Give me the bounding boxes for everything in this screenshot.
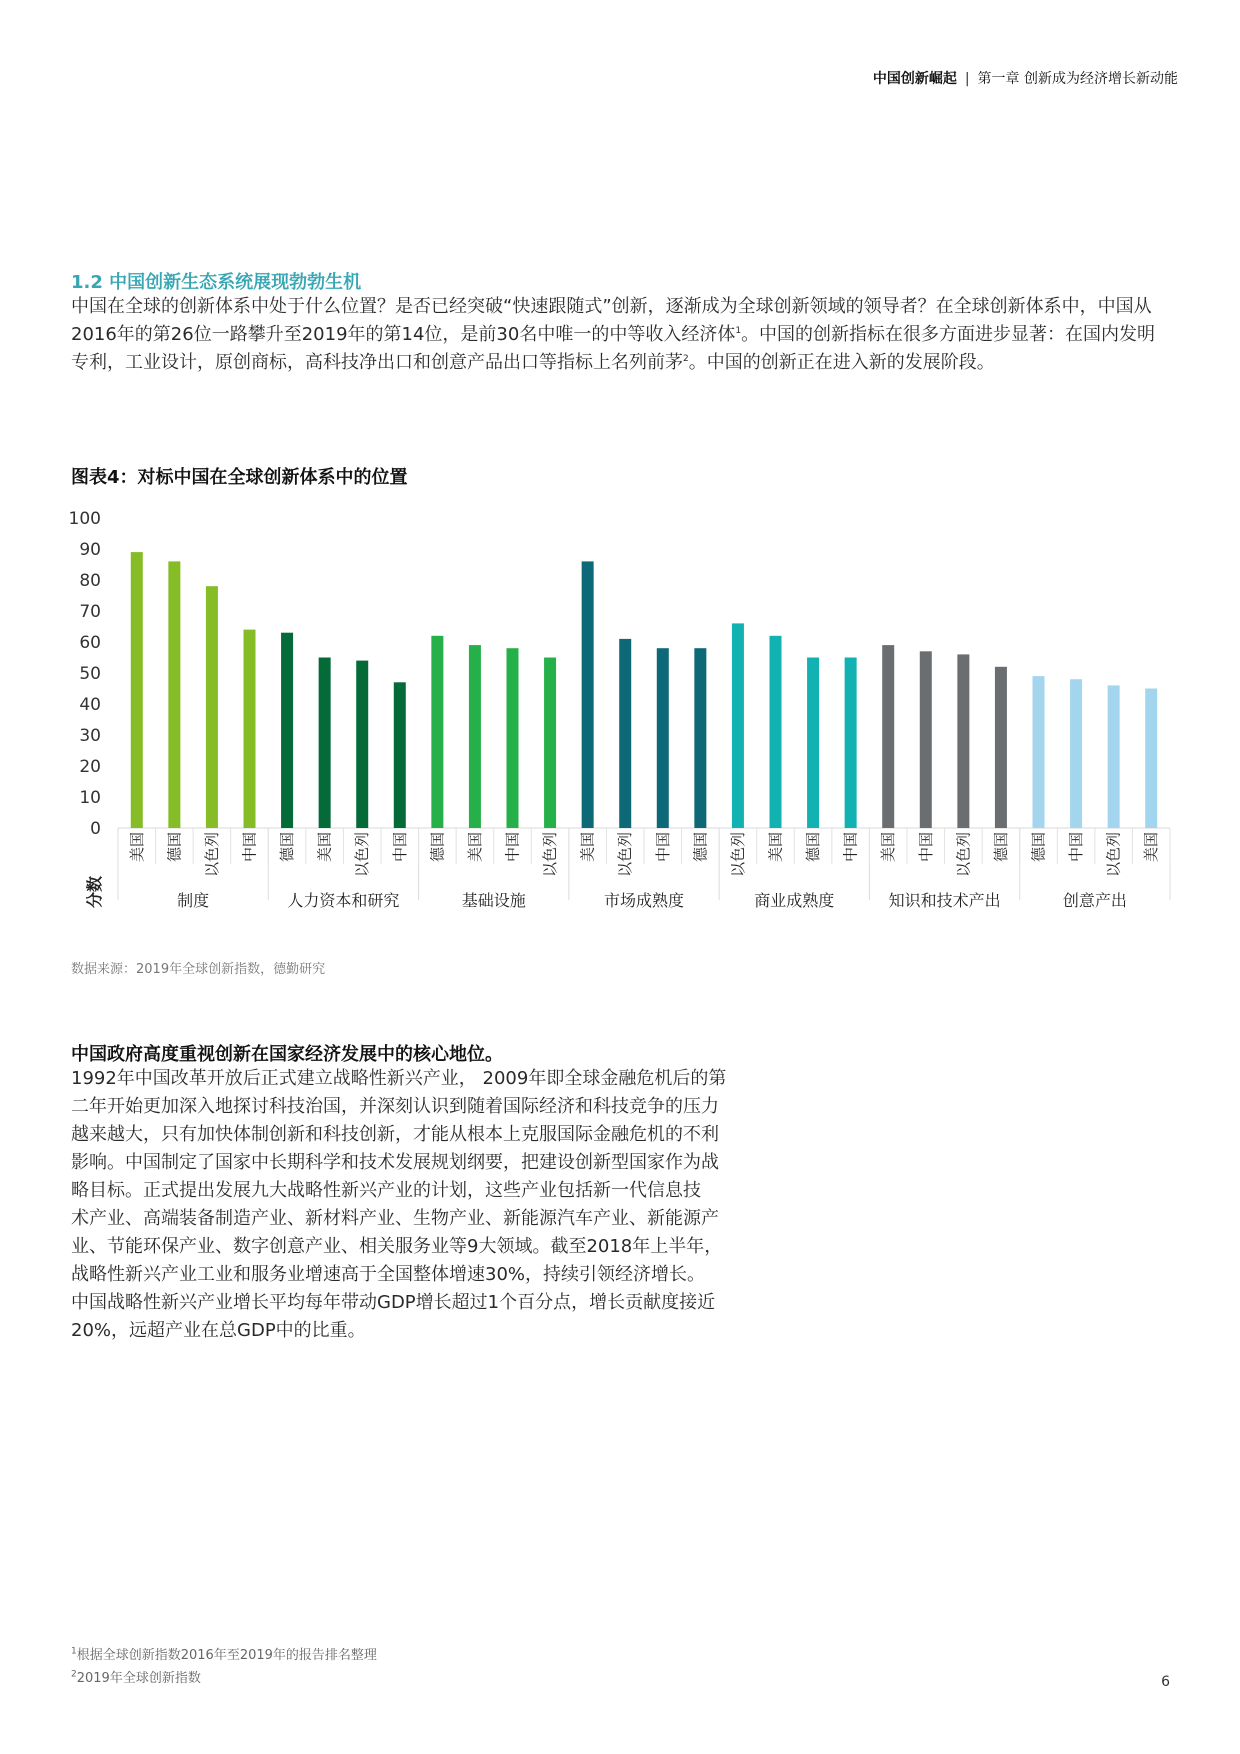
bar-美国	[882, 645, 894, 828]
bar-美国	[319, 658, 331, 829]
footnote-mark: 2	[71, 1669, 77, 1680]
chapter-title: 第一章 创新成为经济增长新动能	[977, 71, 1178, 87]
y-tick-label: 70	[79, 602, 101, 622]
category-label: 以色列	[728, 832, 747, 878]
group-label: 基础设施	[461, 891, 526, 910]
paragraph-line: 战略性新兴产业工业和服务业增速高于全国整体增速30%，持续引领经济增长。	[71, 1264, 706, 1285]
bar-以色列	[206, 586, 218, 828]
paragraph-line: 术产业、高端装备制造产业、新材料产业、生物产业、新能源汽车产业、新能源产	[71, 1208, 719, 1229]
category-label: 中国	[916, 832, 935, 863]
category-label: 中国	[1067, 832, 1086, 863]
bar-德国	[1033, 676, 1045, 828]
paragraph-line: 略目标。正式提出发展九大战略性新兴产业的计划，这些产业包括新一代信息技	[71, 1180, 701, 1201]
category-label: 德国	[428, 832, 447, 863]
category-label: 美国	[879, 832, 898, 863]
bar-美国	[1145, 689, 1157, 829]
paragraph-heading: 中国政府高度重视创新在国家经济发展中的核心地位。	[71, 1044, 503, 1065]
category-label: 中国	[503, 832, 522, 863]
group-label: 人力资本和研究	[287, 891, 400, 910]
category-label: 德国	[1029, 832, 1048, 863]
header-separator: |	[964, 71, 970, 87]
bar-中国	[845, 658, 857, 829]
category-label: 美国	[315, 832, 334, 863]
category-label: 美国	[1142, 832, 1161, 863]
group-label: 商业成熟度	[754, 891, 835, 910]
section-title: 1.2 中国创新生态系统展现勃勃生机	[71, 272, 362, 293]
paragraph-line: 20%，远超产业在总GDP中的比重。	[71, 1320, 366, 1341]
paragraph-line: 中国战略性新兴产业增长平均每年带动GDP增长超过1个百分点，增长贡献度接近	[71, 1292, 716, 1313]
bar-中国	[507, 648, 519, 828]
y-tick-label: 10	[79, 788, 101, 808]
category-label: 以色列	[1104, 832, 1123, 878]
y-tick-label: 90	[79, 540, 101, 560]
category-label: 德国	[278, 832, 297, 863]
bar-德国	[281, 633, 293, 828]
category-label: 德国	[691, 832, 710, 863]
paragraph-line: 业、节能环保产业、数字创意产业、相关服务业等9大领域。截至2018年上半年，	[71, 1236, 723, 1257]
bar-以色列	[1108, 685, 1120, 828]
y-tick-label: 20	[79, 757, 101, 777]
bar-德国	[694, 648, 706, 828]
y-tick-label: 30	[79, 726, 101, 746]
paragraph-line: 二年开始更加深入地探讨科技治国，并深刻认识到随着国际经济和科技竞争的压力	[71, 1096, 719, 1117]
category-label: 中国	[653, 832, 672, 863]
bar-中国	[657, 648, 669, 828]
bar-中国	[920, 651, 932, 828]
category-label: 以色列	[954, 832, 973, 878]
bar-美国	[131, 552, 143, 828]
y-tick-label: 40	[79, 695, 101, 715]
category-label: 以色列	[616, 832, 635, 878]
category-label: 中国	[841, 832, 860, 863]
bar-中国	[1070, 679, 1082, 828]
group-label: 市场成熟度	[603, 891, 685, 910]
y-tick-label: 60	[79, 633, 101, 653]
report-title: 中国创新崛起	[872, 71, 957, 87]
category-label: 中国	[390, 832, 409, 863]
page-number: 6	[1161, 1674, 1170, 1690]
footnotes	[71, 1644, 377, 1690]
category-label: 美国	[127, 832, 146, 863]
y-axis-label: 分数	[85, 875, 104, 909]
group-label: 知识和技术产出	[888, 891, 1001, 910]
y-tick-label: 80	[79, 571, 101, 591]
category-label: 德国	[804, 832, 823, 863]
y-tick-label: 50	[79, 664, 101, 684]
intro-paragraph	[71, 293, 1169, 377]
footnote-ref-2[interactable]: 2	[683, 354, 689, 364]
paragraph-line: 影响。中国制定了国家中长期科学和技术发展规划纲要，把建设创新型国家作为战	[71, 1152, 719, 1173]
chart-title: 图表4：对标中国在全球创新体系中的位置	[71, 467, 408, 488]
policy-paragraph	[71, 1065, 791, 1345]
group-label: 创意产出	[1062, 891, 1127, 910]
paragraph-line: 越来越大，只有加快体制创新和科技创新，才能从根本上克服国际金融危机的不利	[71, 1124, 719, 1145]
category-label: 中国	[240, 832, 259, 863]
bar-德国	[431, 636, 443, 828]
y-tick-label: 0	[90, 819, 101, 839]
bar-美国	[469, 645, 481, 828]
group-label: 制度	[177, 891, 210, 910]
category-label: 以色列	[353, 832, 372, 878]
bar-chart	[60, 500, 1180, 920]
bar-以色列	[619, 639, 631, 828]
bar-以色列	[732, 623, 744, 828]
bar-中国	[244, 630, 256, 828]
category-label: 美国	[766, 832, 785, 863]
bar-以色列	[957, 654, 969, 828]
bar-德国	[168, 561, 180, 828]
footnote-text: 2019年全球创新指数	[76, 1671, 201, 1686]
bar-德国	[807, 658, 819, 829]
category-label: 美国	[578, 832, 597, 863]
footnote-text: 根据全球创新指数2016年至2019年的报告排名整理	[76, 1648, 377, 1663]
bar-中国	[394, 682, 406, 828]
bar-以色列	[356, 661, 368, 828]
footnote-ref-1[interactable]: 1	[735, 326, 742, 336]
footnote	[71, 1667, 377, 1690]
bar-德国	[995, 667, 1007, 828]
running-header	[873, 68, 1178, 88]
intro-text-part3: 。中国的创新正在进入新的发展阶段。	[688, 352, 995, 373]
intro-text-part2: 。中国的创新指标在很多方面进步显著：在国内发明专利，工业设计，原创商标，高科技净出口和创意产品出口等指标上名列前茅	[71, 324, 1156, 373]
footnote	[71, 1644, 377, 1667]
bar-美国	[582, 561, 594, 828]
bar-以色列	[544, 658, 556, 829]
category-label: 德国	[991, 832, 1010, 863]
paragraph-line: 1992年中国改革开放后正式建立战略性新兴产业， 2009年即全球金融危机后的第	[71, 1068, 727, 1089]
footnote-mark: 1	[71, 1646, 77, 1657]
intro-text-part1: 中国在全球的创新体系中处于什么位置？是否已经突破“快速跟随式”创新，逐渐成为全球创新领域的领导者？在全球创新体系中，中国从2016年的第26位一路攀升至2019年的第14位，是前30名中唯一的中等收入经济体	[71, 296, 1152, 345]
y-tick-label: 100	[68, 509, 101, 529]
category-label: 德国	[165, 832, 184, 863]
category-label: 以色列	[202, 832, 221, 878]
category-label: 以色列	[541, 832, 560, 878]
data-source: 数据来源：2019年全球创新指数，德勤研究	[71, 962, 326, 977]
category-label: 美国	[465, 832, 484, 863]
bar-美国	[770, 636, 782, 828]
